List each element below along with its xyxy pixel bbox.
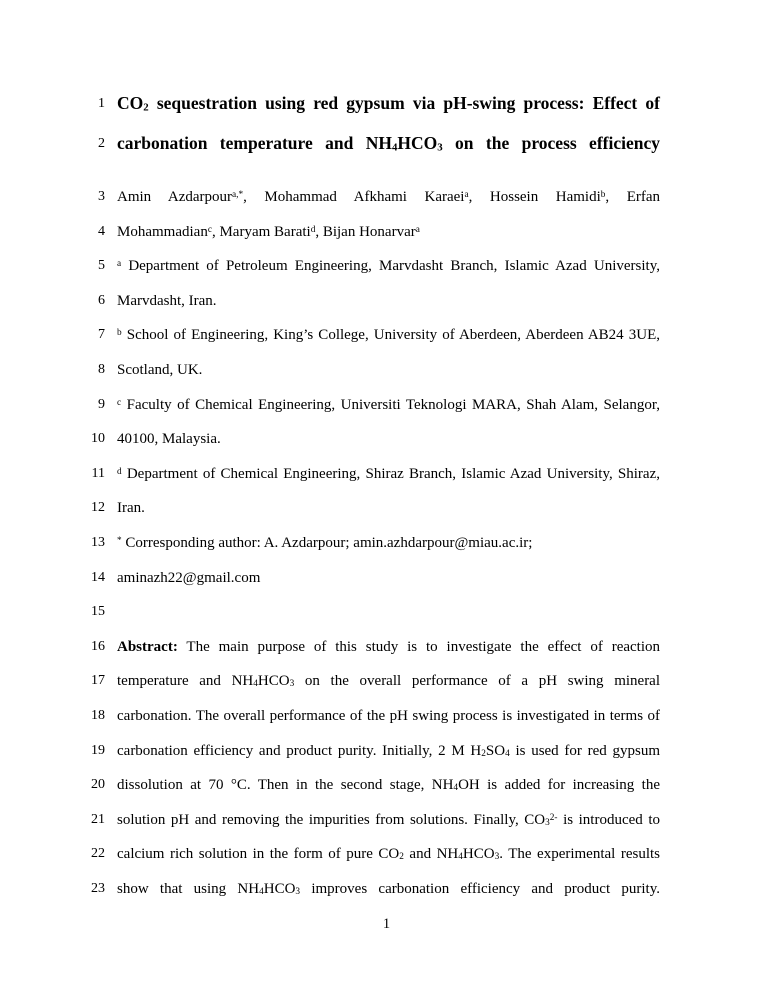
line-number: 15 [91,604,105,620]
line-text [117,803,660,838]
superscript: d [117,466,122,477]
line-number: 23 [91,880,105,896]
text-run: Mohammadian [117,223,208,240]
line-number: 13 [91,534,105,550]
text-run: HCO [462,846,495,863]
line-number: 20 [91,777,105,793]
text-run: solution pH and removing the impurities from solutions. Finally, CO [117,811,546,828]
text-run: , Bijan Honarvar [315,223,416,240]
superscript: c [117,397,122,408]
line-number: 12 [91,500,105,516]
line-text [117,388,660,423]
text-run: School of Engineering, King’s College, University of Aberdeen, Aberdeen AB24 3UE, [121,327,660,344]
document-line [0,491,773,526]
text-run: sequestration using red gypsum via pH-swing process: Effect of [148,93,660,113]
line-text [117,595,660,630]
line-number: 8 [98,361,105,377]
superscript: a,* [232,189,244,200]
text-run: , Maryam Barati [211,223,311,240]
text-run: Marvdasht, Iran. [117,292,217,309]
text-run: HCO [397,132,438,153]
document-line [0,284,773,319]
line-number: 16 [91,638,105,654]
text-run: , Mohammad Afkhami Karaei [243,189,465,205]
subscript: 4 [253,679,258,690]
line-number: 9 [98,396,105,412]
line-number: 11 [91,465,105,481]
page-number: 1 [382,916,391,932]
line-text [117,284,660,319]
subscript: 4 [458,852,463,863]
document-line [0,84,773,124]
subscript: 2 [399,852,404,863]
subscript: 3 [494,852,500,863]
text-run: . The experimental results [499,846,660,863]
subscript: 3 [289,679,295,690]
text-run: calcium rich solution in the form of pure CO [117,846,400,863]
text-run: aminazh22@gmail.com [117,569,261,586]
subscript: 4 [453,783,459,794]
line-text [117,249,660,284]
text-run: HCO [257,673,290,690]
subscript: 3 [437,140,443,153]
line-text [117,699,660,734]
document-line [0,837,773,872]
subscript: 4 [391,140,398,153]
superscript: * [117,535,122,546]
line-number: 18 [91,707,105,723]
document-line [0,353,773,388]
document-line [0,561,773,596]
document-line [0,768,773,803]
document-line [0,526,773,561]
subscript: 4 [505,748,510,759]
document-line [0,630,773,665]
text-run: and NH [403,846,459,863]
line-number: 14 [91,569,105,585]
text-run: , Erfan [605,189,661,205]
subscript: 3 [295,886,301,897]
line-number: 1 [98,96,105,111]
text-run: on the overall performance of a pH swing mineral [294,673,661,690]
text-run: 40100, Malaysia. [117,431,221,448]
text-run: on the process efficiency [442,132,660,153]
line-text [117,457,660,492]
line-text [117,561,660,596]
subscript: 2 [143,101,149,114]
superscript: c [207,224,212,235]
line-text [117,768,660,803]
text-run: Corresponding author: A. Azdarpour; amin.azhdarpour@miau.ac.ir; [121,534,533,551]
text-run: carbonation temperature and NH [117,132,392,153]
document-line [0,318,773,353]
text-run: Department of Chemical Engineering, Shiraz Branch, Islamic Azad University, Shiraz, [121,465,660,482]
document-line [0,664,773,699]
text-run: CO [117,93,144,113]
line-number: 6 [98,292,105,308]
line-number: 4 [98,223,105,239]
subscript: 2 [481,748,486,759]
line-text [117,422,660,457]
line-number: 3 [98,189,105,204]
line-number: 21 [91,811,105,827]
text-run: temperature and NH [117,673,254,690]
lines-container [0,84,773,906]
text-run: Amin Azdarpour [117,189,233,205]
subscript: 4 [259,886,264,897]
text-run: Iran. [117,500,145,517]
line-text [117,353,660,388]
line-number: 19 [91,742,105,758]
line-number: 5 [98,258,105,274]
text-run: Abstract: [117,638,178,655]
superscript: a [464,189,469,200]
superscript: a [117,259,122,270]
text-run: dissolution at 70 °C. Then in the second stage, NH [117,777,454,794]
text-run: OH is added for increasing the [458,777,660,794]
text-run: is introduced to [557,811,660,828]
line-number: 7 [98,327,105,343]
line-text [117,734,660,769]
superscript: d [310,224,316,235]
line-number: 2 [98,135,105,151]
text-run: , Hossein Hamidi [468,189,601,205]
text-run: show that using NH [117,880,260,897]
subscript: 3 [545,817,550,828]
line-text [117,180,660,215]
document-line [0,388,773,423]
document-line [0,124,773,164]
text-run: carbonation. The overall performance of the pH swing process is investigated in terms of [117,707,660,724]
line-number: 10 [91,431,105,447]
text-run: Faculty of Chemical Engineering, Universiti Teknologi MARA, Shah Alam, Selangor, [121,396,660,413]
document-line [0,215,773,250]
text-run: Scotland, UK. [117,361,203,378]
document-line [0,180,773,215]
text-run: improves carbonation efficiency and product purity. [300,880,660,897]
line-text [117,630,660,665]
text-run: carbonation efficiency and product purity. Initially, 2 M H [117,742,482,759]
text-run: HCO [263,880,296,897]
document-line [0,249,773,284]
superscript: a [415,224,420,235]
superscript: 2- [549,812,558,823]
document-line [0,595,773,630]
document-line [0,422,773,457]
text-run: The main purpose of this study is to investigate the effect of reaction [177,638,660,655]
text-run: is used for red gypsum [509,742,660,759]
document-line [0,734,773,769]
line-text [117,664,660,699]
superscript: b [600,189,606,200]
line-text [117,526,660,561]
line-text [117,124,660,164]
document-line [0,699,773,734]
line-text [117,872,660,907]
document-line [0,872,773,907]
line-text [117,215,660,250]
text-run: Department of Petroleum Engineering, Marvdasht Branch, Islamic Azad University, [121,258,660,275]
line-text [117,491,660,526]
document-line [0,803,773,838]
line-text [117,84,660,124]
line-text [117,837,660,872]
line-number: 22 [91,846,105,862]
document-line [0,457,773,492]
superscript: b [117,328,122,339]
text-run: SO [485,742,506,759]
line-number: 17 [91,673,105,689]
line-text [117,318,660,353]
